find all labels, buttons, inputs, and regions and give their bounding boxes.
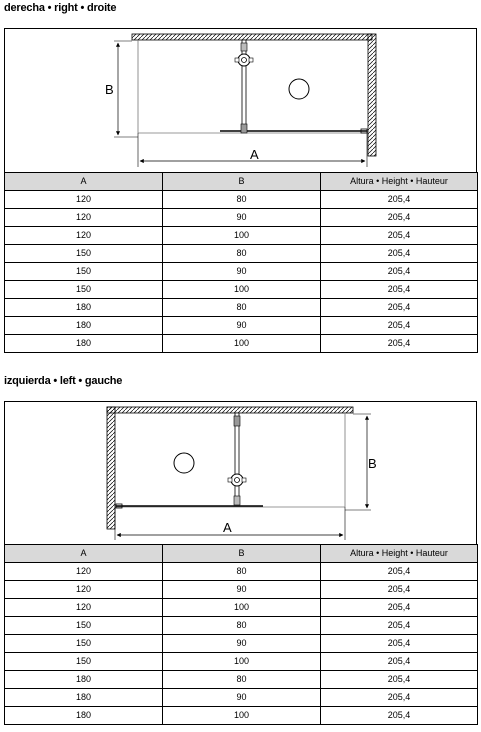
cell-a: 180	[5, 671, 163, 689]
cell-a: 120	[5, 563, 163, 581]
table-row	[5, 281, 478, 299]
cell-height: 205,4	[321, 707, 478, 725]
cell-height: 205,4	[321, 335, 478, 353]
cell-b: 100	[163, 707, 321, 725]
cell-a: 150	[5, 617, 163, 635]
table-header-row	[5, 173, 478, 191]
table-row	[5, 335, 478, 353]
cell-height: 205,4	[321, 263, 478, 281]
table-row	[5, 707, 478, 725]
cell-height: 205,4	[321, 635, 478, 653]
top-wall	[107, 407, 353, 413]
cell-a: 120	[5, 191, 163, 209]
cell-a: 150	[5, 245, 163, 263]
cell-a: 150	[5, 653, 163, 671]
column-header: A	[5, 173, 163, 191]
column-header: Altura • Height • Hauteur	[321, 545, 478, 563]
spec-table-left	[4, 544, 478, 725]
cell-b: 80	[163, 191, 321, 209]
shower-plan-left	[5, 402, 478, 545]
diagram-right	[4, 28, 477, 172]
column-header: Altura • Height • Hauteur	[321, 173, 478, 191]
section-title-left: izquierda • left • gauche	[4, 375, 123, 387]
table-row	[5, 689, 478, 707]
cell-b: 90	[163, 635, 321, 653]
cell-a: 180	[5, 689, 163, 707]
dimension-a-label: A	[223, 520, 232, 535]
spec-table-right	[4, 172, 478, 353]
dimension-a-label: A	[250, 147, 259, 162]
table-header-row	[5, 545, 478, 563]
section-title-right: derecha • right • droite	[4, 2, 117, 14]
cell-height: 205,4	[321, 245, 478, 263]
table-row	[5, 617, 478, 635]
cell-b: 80	[163, 671, 321, 689]
drain-icon	[289, 79, 309, 99]
cell-height: 205,4	[321, 671, 478, 689]
table-row	[5, 581, 478, 599]
side-wall	[368, 34, 376, 156]
cell-height: 205,4	[321, 563, 478, 581]
drain-icon	[174, 453, 194, 473]
cell-b: 90	[163, 317, 321, 335]
cell-height: 205,4	[321, 599, 478, 617]
dimension-b-label: B	[105, 82, 114, 97]
table-row	[5, 317, 478, 335]
cell-height: 205,4	[321, 299, 478, 317]
cell-a: 180	[5, 335, 163, 353]
table-row	[5, 191, 478, 209]
column-header: B	[163, 545, 321, 563]
cell-b: 90	[163, 581, 321, 599]
cell-a: 180	[5, 299, 163, 317]
cell-height: 205,4	[321, 581, 478, 599]
table-row	[5, 209, 478, 227]
table-row	[5, 227, 478, 245]
table-row	[5, 653, 478, 671]
cell-a: 120	[5, 209, 163, 227]
cell-b: 80	[163, 245, 321, 263]
cell-b: 80	[163, 563, 321, 581]
cell-a: 150	[5, 281, 163, 299]
cell-a: 120	[5, 227, 163, 245]
cell-height: 205,4	[321, 281, 478, 299]
cell-height: 205,4	[321, 191, 478, 209]
cell-b: 100	[163, 599, 321, 617]
cell-height: 205,4	[321, 209, 478, 227]
cell-height: 205,4	[321, 227, 478, 245]
cell-b: 90	[163, 209, 321, 227]
cell-b: 90	[163, 263, 321, 281]
cell-a: 120	[5, 599, 163, 617]
cell-b: 100	[163, 335, 321, 353]
table-row	[5, 245, 478, 263]
cell-height: 205,4	[321, 617, 478, 635]
cell-height: 205,4	[321, 317, 478, 335]
cell-b: 80	[163, 617, 321, 635]
column-header: A	[5, 545, 163, 563]
shower-plan-right	[5, 29, 478, 173]
table-row	[5, 299, 478, 317]
diagram-left	[4, 401, 477, 544]
cell-height: 205,4	[321, 653, 478, 671]
table-row	[5, 599, 478, 617]
cell-a: 150	[5, 635, 163, 653]
table-row	[5, 263, 478, 281]
table-row	[5, 563, 478, 581]
shower-column	[235, 413, 239, 503]
cell-b: 100	[163, 227, 321, 245]
cell-a: 180	[5, 707, 163, 725]
column-header: B	[163, 173, 321, 191]
cell-a: 180	[5, 317, 163, 335]
top-wall	[132, 34, 372, 40]
cell-b: 100	[163, 281, 321, 299]
cell-b: 90	[163, 689, 321, 707]
dimension-b-label: B	[368, 456, 377, 471]
cell-height: 205,4	[321, 689, 478, 707]
cell-a: 150	[5, 263, 163, 281]
cell-a: 120	[5, 581, 163, 599]
cell-b: 80	[163, 299, 321, 317]
cell-b: 100	[163, 653, 321, 671]
table-row	[5, 635, 478, 653]
table-row	[5, 671, 478, 689]
side-wall	[107, 407, 115, 529]
